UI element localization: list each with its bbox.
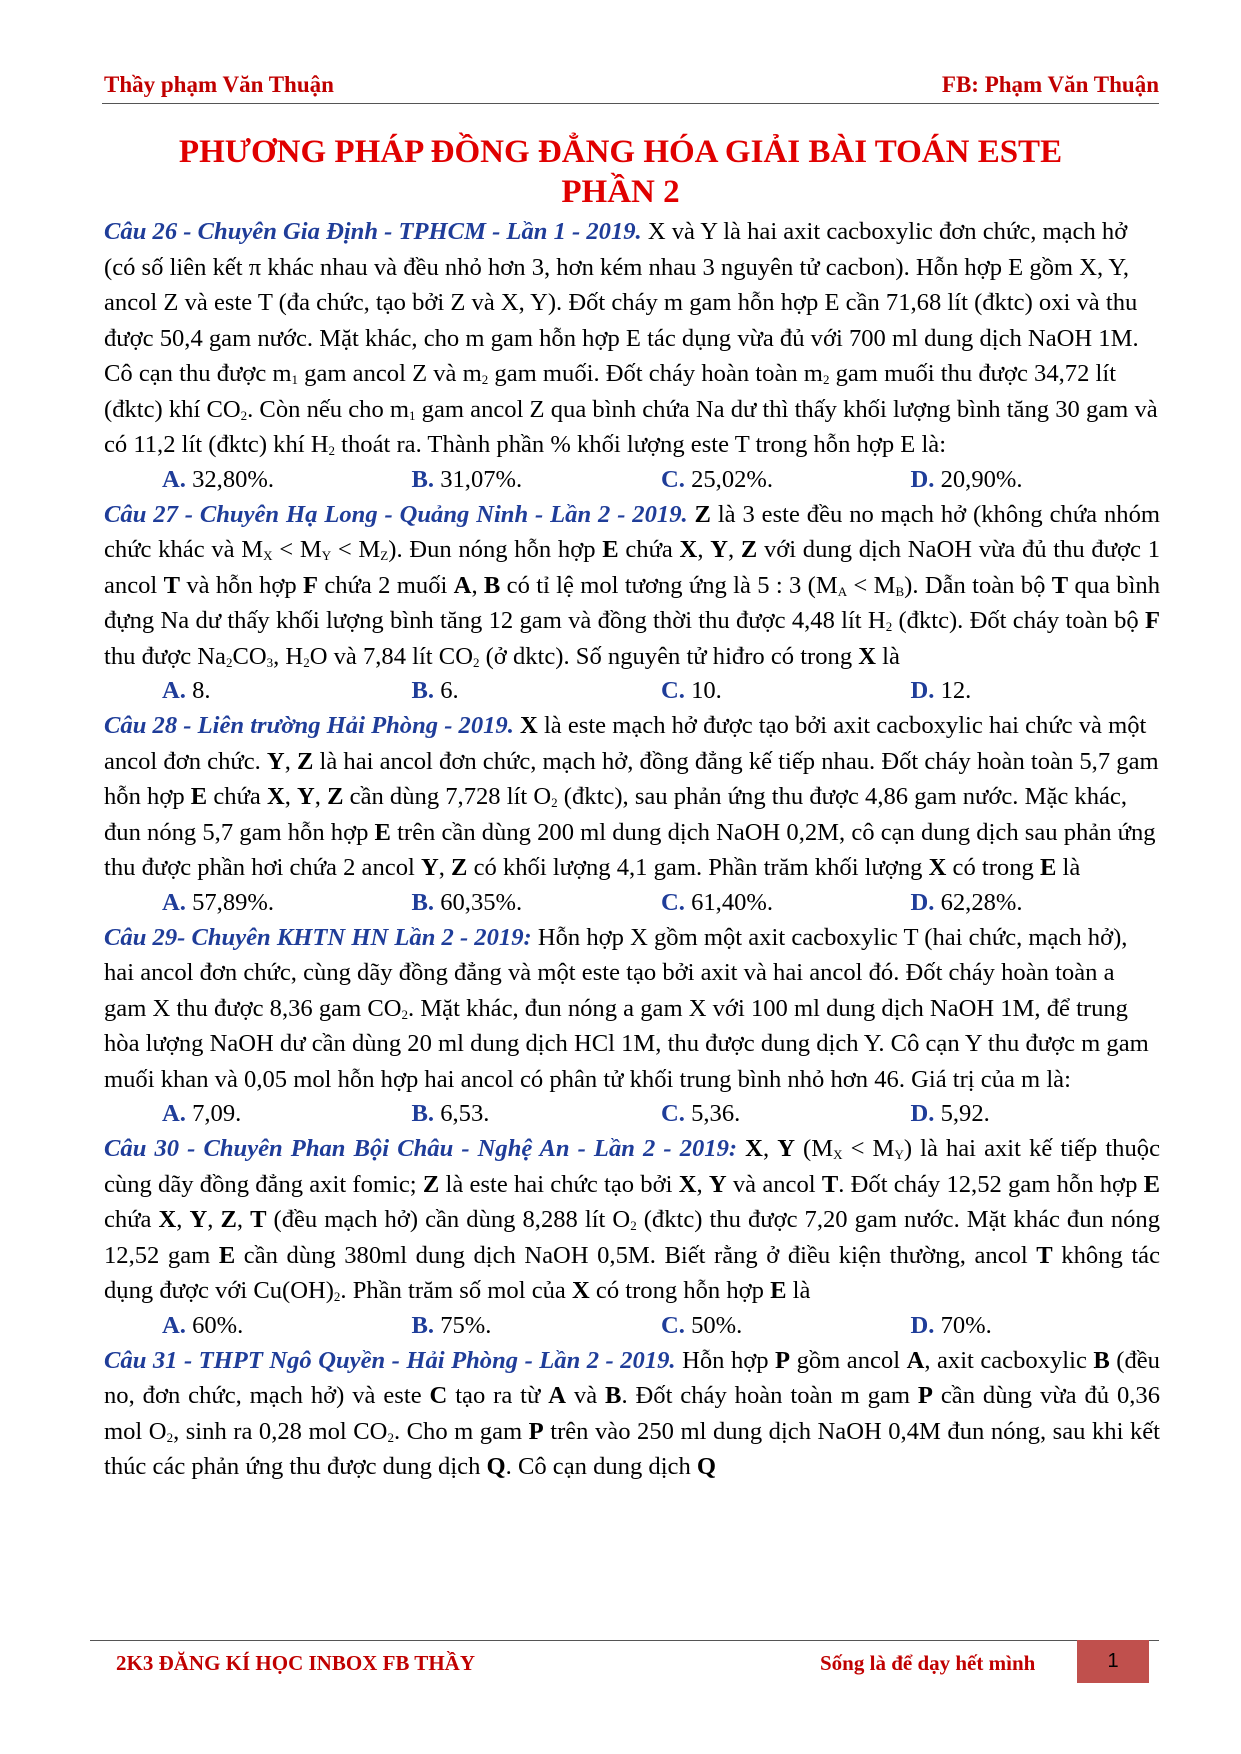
option-text: 60%. [185,1311,244,1339]
option-text: 6,53. [434,1100,490,1127]
answer-option [412,886,662,920]
option-text: 6. [434,677,459,704]
question-heading: Câu 27 - Chuyên Hạ Long - Quảng Ninh - Lần 2 - 2019. [104,500,688,528]
option-text: 5,36. [684,1100,741,1127]
option-letter: C. [661,888,685,916]
question-6 [104,1343,1160,1485]
question-heading: Câu 26 - Chuyên Gia Định - TPHCM - Lần 1 - 2019. [104,218,642,245]
answer-option [162,886,412,920]
option-text: 5,92. [934,1100,990,1127]
option-letter: B. [411,888,435,916]
question-body: Z là 3 este đều no mạch hở (không chứa nhóm chức khác và $M_X < M_Y < M_Z$). Đun nóng hỗn hợp E chứa X, Y, Z với dung dịch NaOH vừa đủ thu được 1 ancol T và hỗn hợp F chứa 2 muối A, B có tỉ lệ mol tương ứng là 5 : 3 $(M_A < M_B)$. Dẫn toàn bộ T qua bình đựng Na dư thấy khối lượng bình tăng 12 gam và đồng thời thu được 4,48 lít $H_2$ (đktc). Đốt cháy toàn bộ F thu được $Na_2CO_3$, $H_2O$ và 7,84 lít $CO_2$ (ở dktc). Số nguyên tử hiđro có trong X là [104,500,1161,670]
header-left: Thầy phạm Văn Thuận [104,72,334,97]
option-letter: C. [661,465,685,493]
question-body: X là este mạch hở được tạo bởi axit cacboxylic hai chức và một ancol đơn chức. Y, Z là hai ancol đơn chức, mạch hở, đồng đẳng kế tiếp nhau. Đốt cháy hoàn toàn 5,7 gam hỗn hợp E chứa X, Y, Z cần dùng 7,728 lít $O_2$ (đktc), sau phản ứng thu được 4,86 gam nước. Mặc khác, đun nóng 5,7 gam hỗn hợp E trên cần dùng 200 ml dung dịch NaOH 0,2M, cô cạn dung dịch sau phản ứng thu được phần hơi chứa 2 ancol Y, Z có khối lượng 4,1 gam. Phần trăm khối lượng X có trong E là [104,712,1159,881]
answer-option [162,1309,412,1343]
option-text: 31,07%. [434,465,523,493]
question-2 [104,497,1160,675]
footer-right: Sống là để dạy hết mình [820,1651,1036,1675]
answer-option [661,1309,911,1343]
answer-option [911,463,1161,497]
footer-left: 2K3 ĐĂNG KÍ HỌC INBOX FB THẦY [116,1651,475,1675]
footer-divider [90,1640,1159,1641]
option-letter: A. [162,888,186,916]
question-body: X và Y là hai axit cacboxylic đơn chức, mạch hở (có số liên kết π khác nhau và đều nhỏ hơn 3, hơn kém nhau 3 nguyên tử cacbon). Hỗn hợp E gồm X, Y, ancol Z và este T (đa chức, tạo bởi Z và X, Y). Đốt cháy m gam hỗn hợp E cần 71,68 lít (đktc) oxi và thu được 50,4 gam nước. Mặt khác, cho m gam hỗn hợp E tác dụng vừa đủ với 700 ml dung dịch NaOH 1M. Cô cạn thu được $m_1$ gam ancol Z và $m_2$ gam muối. Đốt cháy hoàn toàn $m_2$ gam muối thu được 34,72 lít (đktc) khí $CO_2$. Còn nếu cho $m_1$ gam ancol Z qua bình chứa Na dư thì thấy khối lượng bình tăng 30 gam và có 11,2 lít (đktc) khí $H_2$ thoát ra. Thành phần % khối lượng este T trong hỗn hợp E là: [104,218,1158,458]
answer-option [661,1097,911,1131]
option-text: 57,89%. [185,888,275,916]
question-heading: Câu 30 - Chuyên Phan Bội Châu - Nghệ An - Lần 2 - 2019: [104,1135,738,1162]
document-title: PHƯƠNG PHÁP ĐỒNG ĐẲNG HÓA GIẢI BÀI TOÁN ESTE [178,134,1063,170]
option-letter: C. [661,1311,685,1339]
option-text: 50%. [684,1311,743,1339]
answer-option [911,1309,1161,1343]
question-heading: Câu 28 - Liên trường Hải Phòng - 2019. [104,712,514,739]
option-letter: D. [910,465,935,493]
option-letter: A. [162,1100,186,1127]
answer-option [911,886,1161,920]
answer-option [412,1309,662,1343]
option-letter: B. [411,465,435,493]
option-letter: D. [910,1100,935,1127]
question-heading: Câu 31 - THPT Ngô Quyền - Hải Phòng - Lần 2 - 2019. [104,1346,676,1374]
option-letter: B. [411,677,435,704]
option-letter: A. [162,465,186,493]
header-right: FB: Phạm Văn Thuận [941,72,1159,97]
questions-list [104,214,1160,1485]
question-5 [104,1131,1160,1309]
option-text: 70%. [934,1311,992,1339]
question-3 [104,708,1160,886]
answer-option [162,674,412,708]
option-text: 20,90%. [934,465,1023,493]
document-subtitle: PHẦN 2 [561,174,680,210]
option-letter: B. [411,1311,435,1339]
answer-option [911,674,1161,708]
answer-option [162,463,412,497]
question-body: Hỗn hợp X gồm một axit cacboxylic T (hai chức, mạch hở), hai ancol đơn chức, cùng dãy đồng đẳng và một este tạo bởi axit và hai ancol đó. Đốt cháy hoàn toàn a gam X thu được 8,36 gam $CO_2$. Mặt khác, đun nóng a gam X với 100 ml dung dịch NaOH 1M, để trung hòa lượng NaOH dư cần dùng 20 ml dung dịch HCl 1M, thu được dung dịch Y. Cô cạn Y thu được m gam muối khan và 0,05 mol hỗn hợp hai ancol có phân tử khối trung bình nhỏ hơn 46. Giá trị của m là: [104,923,1149,1093]
option-letter: C. [661,1100,685,1127]
answer-option [661,674,911,708]
option-letter: D. [910,677,935,704]
answer-options [162,674,1160,708]
answer-option [661,463,911,497]
option-text: 75%. [434,1311,492,1339]
question-body: X, Y $(M_X < M_Y)$ là hai axit kế tiếp thuộc cùng dãy đồng đẳng axit fomic; Z là este hai chức tạo bởi X, Y và ancol T. Đốt cháy 12,52 gam hỗn hợp E chứa X, Y, Z, T (đều mạch hở) cần dùng 8,288 lít $O_2$ (đktc) thu được 7,20 gam nước. Mặt khác đun nóng 12,52 gam E cần dùng 380ml dung dịch NaOH 0,5M. Biết rằng ở điều kiện thường, ancol T không tác dụng được với $Cu(OH)_2$. Phần trăm số mol của X có trong hỗn hợp E là [104,1135,1161,1304]
option-letter: D. [910,1311,935,1339]
answer-option [661,886,911,920]
answer-option [162,1097,412,1131]
option-letter: A. [162,677,186,704]
option-text: 10. [684,677,722,704]
question-heading: Câu 29- Chuyên KHTN HN Lần 2 - 2019: [104,923,532,951]
answer-options [162,463,1160,497]
page-number: 1 [1077,1640,1149,1683]
option-letter: A. [162,1311,186,1339]
option-text: 60,35%. [434,888,523,916]
answer-option [911,1097,1161,1131]
option-text: 32,80%. [185,465,275,493]
option-text: 62,28%. [934,888,1023,916]
answer-options [162,1097,1160,1131]
answer-options [162,886,1160,920]
answer-option [412,1097,662,1131]
answer-option [412,674,662,708]
option-text: 25,02%. [684,465,774,493]
header-divider [102,103,1159,104]
option-letter: D. [910,888,935,916]
option-text: 12. [934,677,972,704]
answer-options [162,1309,1160,1343]
option-text: 7,09. [185,1100,242,1127]
answer-option [412,463,662,497]
option-letter: C. [661,677,685,704]
question-body: Hỗn hợp P gồm ancol A, axit cacboxylic B (đều no, đơn chức, mạch hở) và este C tạo ra từ A và B. Đốt cháy hoàn toàn m gam P cần dùng vừa đủ 0,36 mol $O_2$, sinh ra 0,28 mol $CO_2$. Cho m gam P trên vào 250 ml dung dịch NaOH 0,4M đun nóng, sau khi kết thúc các phản ứng thu được dung dịch Q. Cô cạn dung dịch Q [104,1346,1160,1480]
question-1 [104,214,1160,463]
option-letter: B. [411,1100,435,1127]
question-4 [104,920,1160,1098]
option-text: 8. [185,677,211,704]
option-text: 61,40%. [684,888,774,916]
